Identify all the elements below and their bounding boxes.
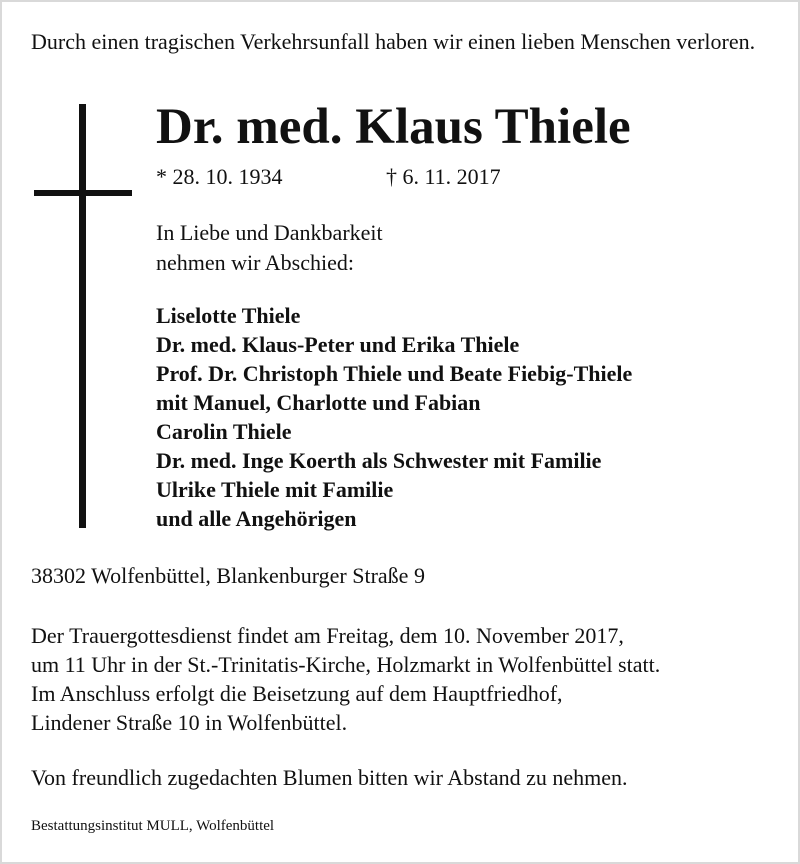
service-line: um 11 Uhr in der St.-Trinitatis-Kirche, Holzmarkt in Wolfenbüttel statt. <box>31 652 661 677</box>
family-member: Prof. Dr. Christoph Thiele und Beate Fiebig-Thiele <box>156 361 633 386</box>
deceased-name: Dr. med. Klaus Thiele <box>156 99 631 155</box>
cross-bar <box>34 190 132 196</box>
service-line: Lindener Straße 10 in Wolfenbüttel. <box>31 710 348 735</box>
family-member: Carolin Thiele <box>156 419 292 444</box>
thanks-block <box>156 218 383 278</box>
family-member: Liselotte Thiele <box>156 303 301 328</box>
family-list <box>156 301 632 533</box>
family-member: und alle Angehörigen <box>156 506 357 531</box>
family-member: Ulrike Thiele mit Familie <box>156 477 394 502</box>
birth-date: * 28. 10. 1934 <box>156 164 283 189</box>
family-member: mit Manuel, Charlotte und Fabian <box>156 390 481 415</box>
address: 38302 Wolfenbüttel, Blankenburger Straße 9 <box>31 563 425 588</box>
family-member: Dr. med. Klaus-Peter und Erika Thiele <box>156 332 520 357</box>
flowers-note: Von freundlich zugedachten Blumen bitten wir Abstand zu nehmen. <box>31 765 628 790</box>
death-date: † 6. 11. 2017 <box>386 164 501 189</box>
intro-text: Durch einen tragischen Verkehrsunfall haben wir einen lieben Menschen verloren. <box>31 29 756 54</box>
service-line: Im Anschluss erfolgt die Beisetzung auf dem Hauptfriedhof, <box>31 681 563 706</box>
cross-icon <box>79 104 86 528</box>
thanks-line: nehmen wir Abschied: <box>156 250 354 275</box>
family-member: Dr. med. Inge Koerth als Schwester mit Familie <box>156 448 602 473</box>
thanks-line: In Liebe und Dankbarkeit <box>156 220 383 245</box>
undertaker: Bestattungsinstitut MULL, Wolfenbüttel <box>31 818 275 834</box>
service-info <box>31 621 660 737</box>
service-line: Der Trauergottesdienst findet am Freitag, dem 10. November 2017, <box>31 623 624 648</box>
